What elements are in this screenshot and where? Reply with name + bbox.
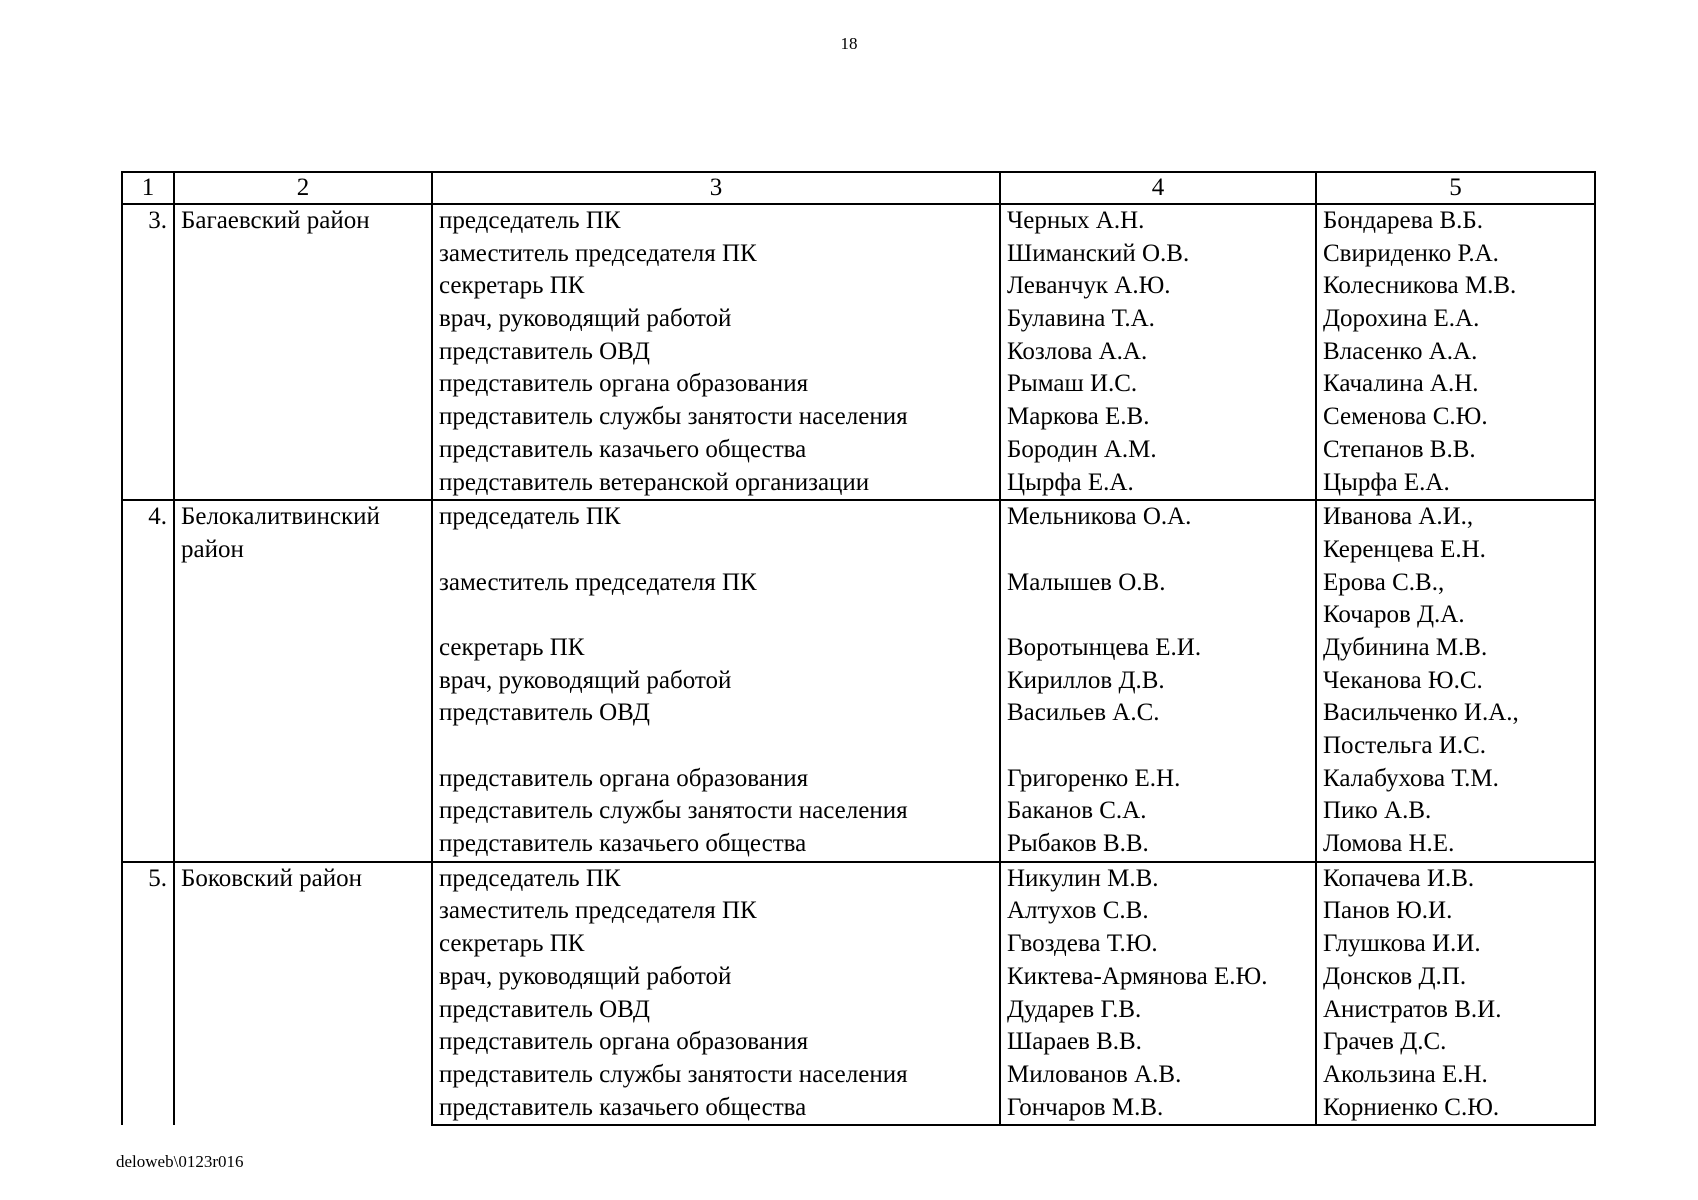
member-name (1000, 665, 1316, 698)
person-name: Анистратов В.И. (1323, 995, 1502, 1023)
person-name: Шараев В.В. (1007, 1028, 1142, 1056)
role-label: представитель казачьего общества (439, 830, 807, 858)
substitute-name (1316, 665, 1595, 698)
member-name (1000, 795, 1316, 828)
commission-role (432, 500, 1000, 566)
person-name: Кочаров Д.А. (1323, 601, 1465, 629)
header-col-5: 5 (1316, 172, 1595, 204)
substitute-name (1316, 697, 1595, 762)
person-name: Милованов А.В. (1007, 1060, 1182, 1088)
commission-role (432, 763, 1000, 796)
person-name: Баканов С.А. (1007, 797, 1147, 825)
member-name (1000, 763, 1316, 796)
header-col-2: 2 (174, 172, 432, 204)
footer-doc-id: deloweb\0123r016 (116, 1152, 244, 1171)
member-name (1000, 467, 1316, 501)
table-row (122, 204, 1595, 238)
person-name: Воротынцева Е.И. (1007, 633, 1202, 661)
person-name: Киктева-Армянова Е.Ю. (1007, 962, 1268, 990)
role-label: представитель службы занятости населения (439, 1060, 908, 1088)
role-label: представитель службы занятости населения (439, 403, 908, 431)
role-label: врач, руководящий работой (439, 305, 732, 333)
substitute-name (1316, 401, 1595, 434)
substitute-name (1316, 1026, 1595, 1059)
person-name: Власенко А.А. (1323, 337, 1478, 365)
person-name: Шиманский О.В. (1007, 239, 1190, 267)
member-name (1000, 862, 1316, 896)
member-name (1000, 697, 1316, 762)
member-name (1000, 270, 1316, 303)
substitute-name (1316, 1092, 1595, 1126)
person-name: Мельникова О.А. (1007, 503, 1192, 531)
header-col-1: 1 (122, 172, 174, 204)
substitute-name (1316, 467, 1595, 501)
member-name (1000, 1059, 1316, 1092)
person-name: Цырфа Е.А. (1007, 468, 1134, 496)
commission-role (432, 368, 1000, 401)
person-name: Алтухов С.В. (1007, 897, 1149, 925)
member-name (1000, 1092, 1316, 1126)
person-name: Иванова А.И., (1323, 503, 1474, 531)
person-name: Малышев О.В. (1007, 568, 1166, 596)
substitute-name (1316, 303, 1595, 336)
substitute-name (1316, 895, 1595, 928)
substitute-name (1316, 632, 1595, 665)
commission-role (432, 567, 1000, 632)
substitute-name (1316, 270, 1595, 303)
commission-role (432, 895, 1000, 928)
substitute-name (1316, 434, 1595, 467)
role-label: секретарь ПК (439, 633, 585, 661)
substitute-name (1316, 828, 1595, 862)
commission-role (432, 961, 1000, 994)
member-name (1000, 368, 1316, 401)
person-name: Рымаш И.С. (1007, 370, 1138, 398)
table-row (122, 500, 1595, 566)
person-name: Глушкова И.И. (1323, 930, 1481, 958)
person-name: Качалина А.Н. (1323, 370, 1479, 398)
person-name: Копачева И.В. (1323, 864, 1475, 892)
role-label: секретарь ПК (439, 930, 585, 958)
district-name (174, 500, 432, 862)
person-name: Черных А.Н. (1007, 207, 1145, 234)
person-name: Никулин М.В. (1007, 864, 1159, 892)
substitute-name (1316, 204, 1595, 238)
district-name-line: Боковский район (181, 864, 362, 892)
role-label: представитель органа образования (439, 370, 809, 398)
person-name: Цырфа Е.А. (1323, 468, 1450, 496)
header-row (122, 172, 1595, 204)
role-label: представитель казачьего общества (439, 1093, 807, 1121)
member-name (1000, 567, 1316, 632)
commission-table (121, 171, 1596, 1126)
person-name: Донсков Д.П. (1323, 962, 1467, 990)
header-col-3: 3 (432, 172, 1000, 204)
member-name (1000, 961, 1316, 994)
person-name: Маркова Е.В. (1007, 403, 1150, 431)
substitute-name (1316, 567, 1595, 632)
person-name: Кириллов Д.В. (1007, 666, 1165, 694)
commission-role (432, 828, 1000, 862)
person-name: Васильченко И.А., (1323, 699, 1519, 727)
role-label: председатель ПК (439, 864, 621, 892)
substitute-name (1316, 238, 1595, 271)
member-name (1000, 895, 1316, 928)
member-name (1000, 336, 1316, 369)
role-label: председатель ПК (439, 503, 621, 531)
district-name (174, 204, 432, 500)
commission-role (432, 1026, 1000, 1059)
person-name: Козлова А.А. (1007, 337, 1148, 365)
person-name: Колесникова М.В. (1323, 272, 1517, 300)
substitute-name (1316, 862, 1595, 896)
person-name: Рыбаков В.В. (1007, 830, 1149, 858)
role-label: представитель ОВД (439, 699, 650, 727)
district-name-line: Багаевский район (181, 207, 370, 234)
section-number: 4. (122, 500, 174, 862)
person-name: Леванчук А.Ю. (1007, 272, 1171, 300)
section-number: 3. (122, 204, 174, 500)
commission-role (432, 238, 1000, 271)
person-name: Степанов В.В. (1323, 435, 1476, 463)
member-name (1000, 632, 1316, 665)
commission-role (432, 270, 1000, 303)
person-name: Васильев А.С. (1007, 699, 1160, 727)
role-label: представитель органа образования (439, 1028, 809, 1056)
commission-role (432, 434, 1000, 467)
member-name (1000, 238, 1316, 271)
table-body (122, 204, 1595, 1125)
commission-role (432, 928, 1000, 961)
person-name: Гвоздева Т.Ю. (1007, 930, 1158, 958)
substitute-name (1316, 795, 1595, 828)
section-number: 5. (122, 862, 174, 1126)
member-name (1000, 994, 1316, 1027)
role-label: представитель казачьего общества (439, 435, 807, 463)
substitute-name (1316, 961, 1595, 994)
role-label: представитель ветеранской организации (439, 468, 870, 496)
role-label: врач, руководящий работой (439, 666, 732, 694)
role-label: врач, руководящий работой (439, 962, 732, 990)
substitute-name (1316, 336, 1595, 369)
person-name: Ерова С.В., (1323, 568, 1445, 596)
substitute-name (1316, 763, 1595, 796)
member-name (1000, 434, 1316, 467)
role-label: представитель органа образования (439, 764, 809, 792)
person-name: Дубинина М.В. (1323, 633, 1488, 661)
table-row (122, 862, 1595, 896)
person-name: Дорохина Е.А. (1323, 305, 1480, 333)
district-name-line: район (181, 535, 244, 563)
person-name: Постельга И.С. (1323, 732, 1487, 759)
role-label: председатель ПК (439, 207, 621, 234)
header-col-4: 4 (1000, 172, 1316, 204)
member-name (1000, 204, 1316, 238)
district-name (174, 862, 432, 1126)
substitute-name (1316, 500, 1595, 566)
person-name: Бондарева В.Б. (1323, 207, 1483, 234)
member-name (1000, 401, 1316, 434)
role-label: заместитель председателя ПК (439, 239, 757, 267)
person-name: Грачев Д.С. (1323, 1028, 1447, 1056)
person-name: Пико А.В. (1323, 797, 1432, 825)
person-name: Керенцева Е.Н. (1323, 535, 1486, 563)
member-name (1000, 828, 1316, 862)
person-name: Свириденко Р.А. (1323, 239, 1499, 267)
substitute-name (1316, 1059, 1595, 1092)
person-name: Акользина Е.Н. (1323, 1060, 1488, 1088)
role-label: представитель ОВД (439, 995, 650, 1023)
commission-role (432, 697, 1000, 762)
role-label: представитель службы занятости населения (439, 797, 908, 825)
table-header (122, 172, 1595, 204)
district-name-line: Белокалитвинский (181, 503, 380, 531)
commission-role (432, 632, 1000, 665)
commission-role (432, 467, 1000, 501)
person-name: Чеканова Ю.С. (1323, 666, 1483, 694)
person-name: Калабухова Т.М. (1323, 764, 1499, 792)
person-name: Григоренко Е.Н. (1007, 764, 1181, 792)
substitute-name (1316, 368, 1595, 401)
member-name (1000, 500, 1316, 566)
person-name: Дударев Г.В. (1007, 995, 1142, 1023)
commission-role (432, 401, 1000, 434)
person-name: Корниенко С.Ю. (1323, 1093, 1500, 1121)
person-name: Панов Ю.И. (1323, 897, 1453, 925)
person-name: Гончаров М.В. (1007, 1093, 1164, 1121)
commission-role (432, 336, 1000, 369)
substitute-name (1316, 994, 1595, 1027)
role-label: представитель ОВД (439, 337, 650, 365)
person-name: Бородин А.М. (1007, 435, 1157, 463)
person-name: Ломова Н.Е. (1323, 830, 1455, 858)
commission-role (432, 204, 1000, 238)
commission-role (432, 795, 1000, 828)
commission-role (432, 303, 1000, 336)
member-name (1000, 303, 1316, 336)
role-label: заместитель председателя ПК (439, 568, 757, 596)
role-label: заместитель председателя ПК (439, 897, 757, 925)
member-name (1000, 1026, 1316, 1059)
commission-role (432, 665, 1000, 698)
role-label: секретарь ПК (439, 272, 585, 300)
person-name: Булавина Т.А. (1007, 305, 1155, 333)
commission-role (432, 994, 1000, 1027)
commission-role (432, 1059, 1000, 1092)
commission-role (432, 862, 1000, 896)
page-number: 18 (840, 34, 858, 53)
commission-role (432, 1092, 1000, 1126)
person-name: Семенова С.Ю. (1323, 403, 1488, 431)
member-name (1000, 928, 1316, 961)
substitute-name (1316, 928, 1595, 961)
